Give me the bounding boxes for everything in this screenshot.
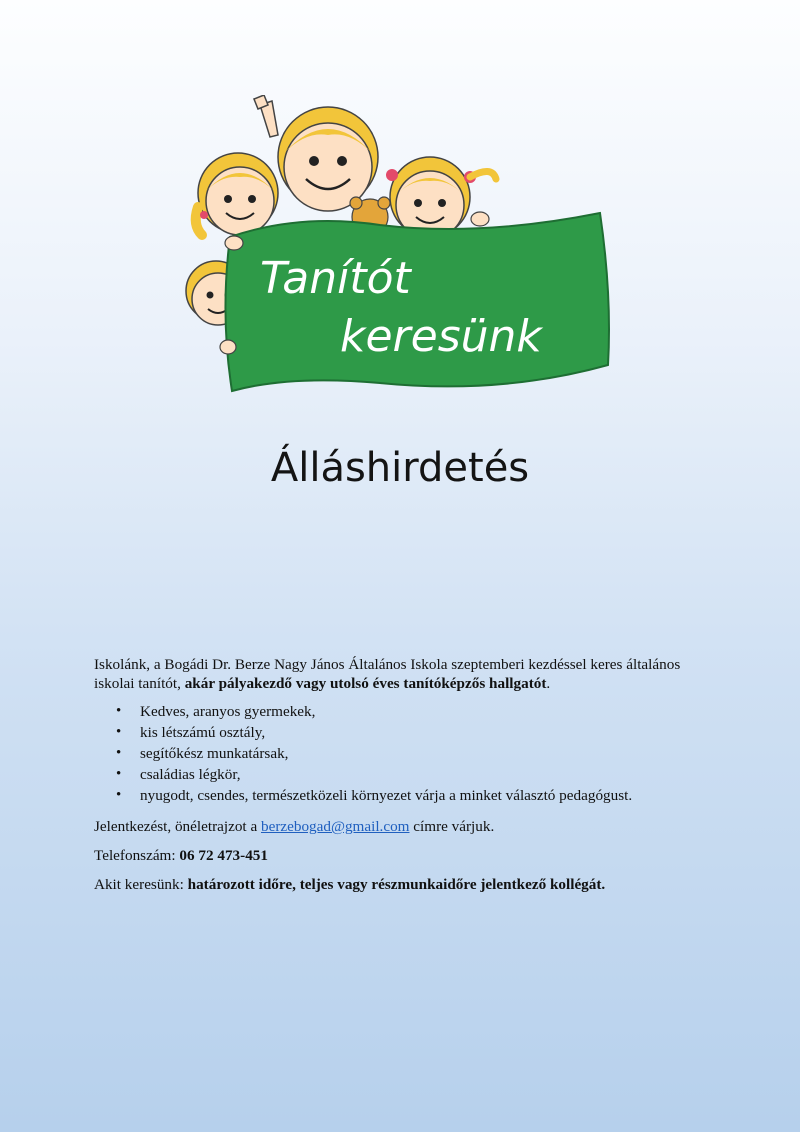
phone-number: 06 72 473-451 xyxy=(179,847,268,864)
page-title: Álláshirdetés xyxy=(270,445,530,491)
banner-line2: keresünk xyxy=(340,311,542,362)
application-paragraph xyxy=(94,817,694,836)
announcement-body xyxy=(94,655,694,904)
list-item: • családias légkör, xyxy=(94,764,694,785)
list-item: • Kedves, aranyos gyermekek, xyxy=(94,701,694,722)
application-suffix: címre várjuk. xyxy=(409,818,495,835)
intro-end: . xyxy=(546,675,551,692)
email-link[interactable]: berzebogad@gmail.com xyxy=(260,818,410,835)
phone-paragraph xyxy=(94,846,694,865)
seeking-label: Akit keresünk: xyxy=(94,876,188,893)
application-prefix: Jelentkezést, önéletrajzot a xyxy=(94,818,261,835)
seeking-bold: határozott időre, teljes vagy részmunkaidőre jelentkező kollégát. xyxy=(187,876,606,893)
intro-bold: akár pályakezdő vagy utolsó éves tanítóképzős hallgatót xyxy=(184,675,547,692)
seeking-paragraph xyxy=(94,875,694,894)
banner-line1: Tanítót xyxy=(260,253,411,304)
benefits-list xyxy=(94,701,694,806)
phone-label: Telefonszám: xyxy=(94,847,180,864)
banner-illustration xyxy=(180,95,620,400)
intro-text: Iskolánk, a Bogádi Dr. Berze Nagy János Általános Iskola szeptemberi kezdéssel keres általános iskolai tanítót, xyxy=(94,656,681,692)
list-item: • kis létszámú osztály, xyxy=(94,722,694,743)
intro-paragraph xyxy=(94,655,694,693)
list-item: • nyugodt, csendes, természetközeli környezet várja a minket választó pedagógust. xyxy=(94,785,694,806)
list-item: • segítőkész munkatársak, xyxy=(94,743,694,764)
